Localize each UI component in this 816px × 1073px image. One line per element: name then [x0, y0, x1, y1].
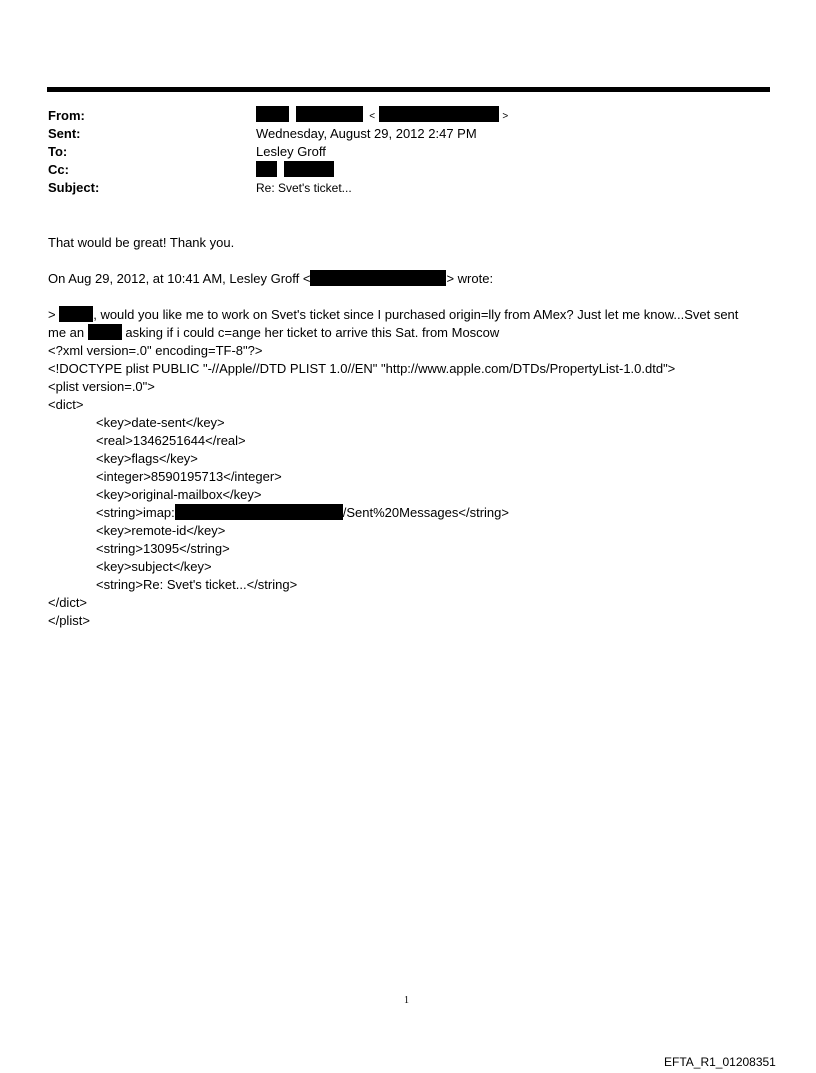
xml-line: <key>remote-id</key> — [96, 523, 226, 538]
xml-line: <!DOCTYPE plist PUBLIC "-//Apple//DTD PLIST 1.0//EN" "http://www.apple.com/DTDs/PropertyList-1.0.dtd"> — [48, 361, 676, 376]
xml-line: <?xml version=.0" encoding=TF-8"?> — [48, 343, 263, 358]
redaction — [296, 106, 363, 122]
from-gt: > — [502, 111, 509, 122]
body-text: , would you like me to work on Svet's ticket since I purchased origin=lly from AMex? Just let me know...Svet sent — [93, 307, 739, 322]
xml-line: <real>1346251644</real> — [96, 433, 246, 448]
redaction — [310, 270, 446, 286]
subject-label: Subject: — [48, 180, 100, 195]
body-line — [48, 270, 493, 288]
cc-label: Cc: — [48, 162, 69, 177]
redaction — [256, 106, 289, 122]
body-line: That would be great! Thank you. — [48, 235, 235, 250]
redaction — [284, 161, 334, 177]
subject-value: Re: Svet's ticket... — [256, 181, 352, 195]
redaction — [59, 306, 93, 322]
header-rule — [47, 87, 770, 92]
xml-line: <dict> — [48, 397, 84, 412]
body-text: <string>imap: — [96, 505, 175, 520]
xml-line: <string>Re: Svet's ticket...</string> — [96, 577, 298, 592]
body-line — [48, 324, 499, 342]
xml-line: <key>original-mailbox</key> — [96, 487, 262, 502]
xml-line: </dict> — [48, 595, 88, 610]
sent-value: Wednesday, August 29, 2012 2:47 PM — [256, 126, 477, 141]
xml-line: </plist> — [48, 613, 90, 628]
to-value: Lesley Groff — [256, 144, 326, 159]
xml-line: <key>date-sent</key> — [96, 415, 225, 430]
body-text: me an — [48, 325, 85, 340]
body-text: /Sent%20Messages</string> — [342, 505, 509, 520]
cc-value — [256, 161, 334, 177]
xml-line: <key>subject</key> — [96, 559, 212, 574]
from-lt: < — [369, 111, 376, 122]
body-text: asking if i could c=ange her ticket to arrive this Sat. from Moscow — [125, 325, 500, 340]
xml-line: <integer>8590195713</integer> — [96, 469, 282, 484]
body-text: > — [48, 307, 56, 322]
xml-line: <key>flags</key> — [96, 451, 198, 466]
from-label: From: — [48, 108, 85, 123]
to-label: To: — [48, 144, 68, 159]
xml-line: <plist version=.0"> — [48, 379, 155, 394]
redaction — [175, 504, 343, 520]
xml-line: <string>13095</string> — [96, 541, 230, 556]
xml-line — [96, 504, 509, 522]
sent-label: Sent: — [48, 126, 81, 141]
redaction — [256, 161, 277, 177]
body-line — [48, 306, 738, 324]
bates-number: EFTA_R1_01208351 — [664, 1055, 776, 1069]
redaction — [88, 324, 122, 340]
body-text: On Aug 29, 2012, at 10:41 AM, Lesley Groff < — [48, 271, 311, 286]
from-value — [256, 106, 508, 122]
body-text: > wrote: — [446, 271, 494, 286]
page-number: 1 — [404, 995, 409, 1006]
redaction — [379, 106, 499, 122]
